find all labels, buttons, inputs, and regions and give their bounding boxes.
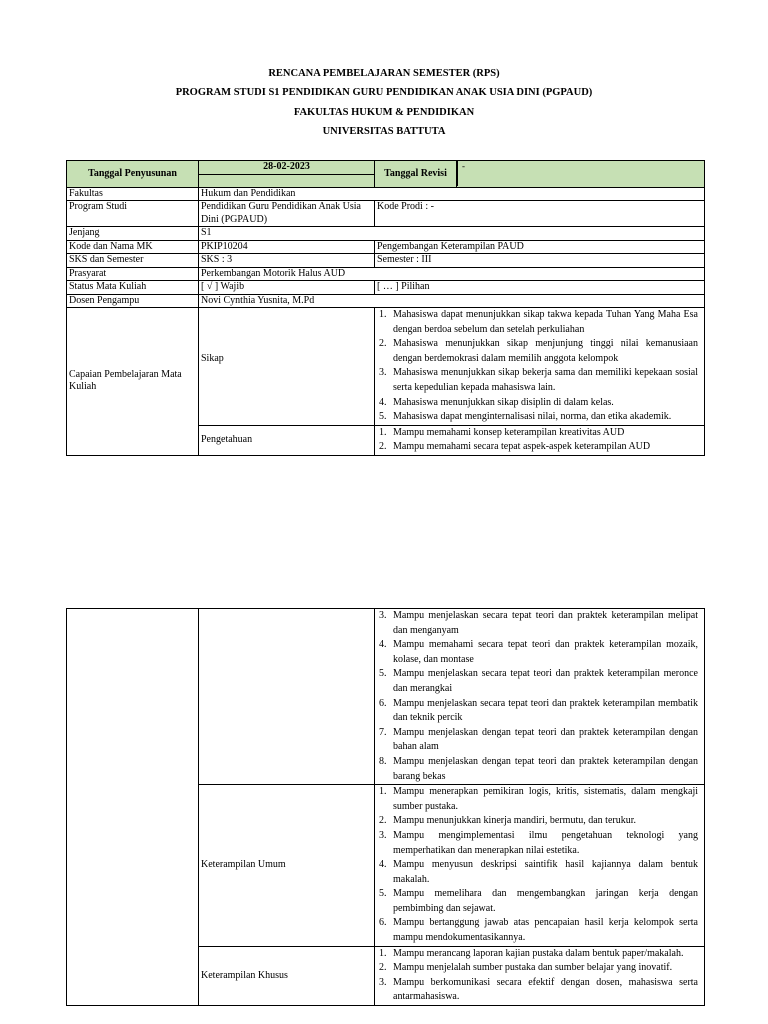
list-item-number: 4. bbox=[379, 639, 387, 651]
list-item-text: Mampu menyusun deskripsi saintifik hasil kajiannya dalam bentuk makalah. bbox=[393, 859, 698, 885]
header-title: RENCANA PEMBELAJARAN SEMESTER (RPS) bbox=[268, 68, 500, 79]
list-item bbox=[379, 755, 698, 784]
keterampilan-khusus-label: Keterampilan Khusus bbox=[199, 946, 375, 1005]
sikap-label: Sikap bbox=[199, 308, 375, 426]
table-row bbox=[67, 201, 705, 227]
list-item-text: Mampu menjelaskan dengan tepat teori dan praktek keterampilan dengan bahan alam bbox=[393, 726, 698, 753]
list-item bbox=[379, 785, 698, 814]
list-item-text: Mampu menerapkan pemikiran logis, kritis, sistematis, dalam mengkaji sumber pustaka. bbox=[393, 786, 698, 812]
list-item bbox=[379, 396, 698, 411]
kode-prodi: Kode Prodi : - bbox=[375, 201, 705, 227]
table-row bbox=[67, 609, 705, 785]
pengetahuan-label: Pengetahuan bbox=[199, 425, 375, 455]
list-item-text: Mampu berkomunikasi secara efektif dengan dosen, mahasiswa serta antarmahasiswa. bbox=[393, 976, 698, 1003]
cpmk-label-text: Capaian Pembelajaran Mata Kuliah bbox=[69, 368, 182, 393]
pengetahuan-continued-label bbox=[199, 609, 375, 785]
list-item-number: 1. bbox=[379, 426, 387, 438]
nama-mk-value: Pengembangan Keterampilan PAUD bbox=[375, 240, 705, 254]
list-item-text: Mampu menjelaskan secara tepat teori dan praktek keterampilan membatik dan teknik percik bbox=[393, 697, 698, 724]
cpmk-continued-label bbox=[67, 609, 199, 1006]
list-item-number: 5. bbox=[379, 411, 387, 423]
pengetahuan-list-cell bbox=[375, 425, 705, 455]
keterampilan-umum-cell bbox=[375, 785, 705, 947]
list-item bbox=[379, 976, 698, 1005]
list-item-number: 6. bbox=[379, 917, 387, 929]
list-item-text: Mampu memahami secara tepat aspek-aspek keterampilan AUD bbox=[393, 441, 651, 453]
dosen-value: Novi Cynthia Yusnita, M.Pd bbox=[199, 294, 705, 308]
list-item-number: 3. bbox=[379, 976, 387, 988]
list-item-number: 1. bbox=[379, 309, 387, 320]
list-item-number: 6. bbox=[379, 697, 387, 709]
list-item-number: 5. bbox=[379, 668, 387, 680]
tanggal-revisi-value: - bbox=[457, 161, 465, 186]
list-item-text: Mampu menunjukkan kinerja mandiri, bermutu, dan terukur. bbox=[393, 815, 636, 827]
jenjang-value: S1 bbox=[199, 227, 705, 241]
list-item-text: Mampu memahami secara tepat teori dan praktek keterampilan mozaik, kolase, dan montase bbox=[393, 639, 698, 665]
keterampilan-umum-list bbox=[379, 785, 698, 946]
list-item bbox=[379, 887, 698, 916]
sikap-list bbox=[379, 308, 698, 425]
table-row bbox=[67, 187, 705, 201]
pengetahuan-continued-cell bbox=[375, 609, 705, 785]
list-item-number: 4. bbox=[379, 859, 387, 871]
prodi-label: Program Studi bbox=[67, 201, 199, 227]
header-program: PROGRAM STUDI S1 PENDIDIKAN GURU PENDIDIKAN ANAK USIA DINI (PGPAUD) bbox=[175, 87, 593, 99]
tanggal-penyusunan-value: 28-02-2023 bbox=[199, 161, 375, 175]
list-item bbox=[379, 814, 698, 829]
list-item-number: 3. bbox=[379, 829, 387, 841]
dosen-label: Dosen Pengampu bbox=[67, 294, 199, 308]
pengetahuan-list bbox=[379, 426, 698, 455]
sikap-list-cell bbox=[375, 308, 705, 426]
list-item bbox=[379, 410, 698, 425]
list-item-text: Mahasiswa menunjukkan sikap disiplin di dalam kelas. bbox=[393, 396, 614, 408]
pengetahuan-continued-list bbox=[379, 609, 698, 784]
semester-value: Semester : III bbox=[375, 254, 705, 268]
list-item-number: 2. bbox=[379, 338, 387, 350]
list-item-text: Mampu mengimplementasi ilmu pengetahuan teknologi yang memperhatikan dan menerapkan nilai estetika. bbox=[393, 829, 698, 856]
list-item-number: 5. bbox=[379, 888, 387, 900]
list-item-text: Mampu bertanggung jawab atas pencapaian hasil kerja kelompok serta mampu mendokumentasikannya. bbox=[393, 917, 698, 944]
list-item-number: 4. bbox=[379, 396, 387, 408]
list-item bbox=[379, 337, 698, 366]
header-university: UNIVERSITAS BATTUTA bbox=[322, 125, 446, 137]
status-label: Status Mata Kuliah bbox=[67, 281, 199, 295]
list-item bbox=[379, 829, 698, 858]
list-item-text: Mahasiswa menunjukkan sikap bekerja sama dan memiliki kepekaan sosial serta kepedulian kepada mahasiswa lain. bbox=[393, 367, 698, 393]
list-item-number: 2. bbox=[379, 441, 387, 453]
table-row bbox=[67, 294, 705, 308]
list-item-text: Mampu memelihara dan mengembangkan jaringan kerja dengan pembimbing dan sejawat. bbox=[393, 888, 698, 914]
list-item bbox=[379, 638, 698, 667]
tanggal-penyusunan-blank bbox=[199, 174, 375, 187]
list-item-text: Mampu merancang laporan kajian pustaka dalam bentuk paper/makalah. bbox=[393, 947, 684, 959]
list-item-number: 1. bbox=[379, 947, 387, 959]
list-item-number: 1. bbox=[379, 786, 387, 798]
list-item bbox=[379, 308, 698, 337]
table-row bbox=[67, 161, 705, 175]
document-header bbox=[0, 64, 768, 141]
list-item-text: Mahasiswa dapat menunjukkan sikap takwa kepada Tuhan Yang Maha Esa dengan berdoa sebelum dan setelah perkuliahan bbox=[393, 309, 698, 335]
list-item-number: 2. bbox=[379, 815, 387, 827]
list-item bbox=[379, 609, 698, 638]
list-item-number: 8. bbox=[379, 755, 387, 767]
list-item bbox=[379, 726, 698, 755]
keterampilan-khusus-list bbox=[379, 947, 698, 1005]
list-item-number: 7. bbox=[379, 726, 387, 738]
list-item-text: Mahasiswa menunjukkan sikap menjunjung tinggi nilai kemanusiaan dengan berdemokrasi dalam memilih anggota kelompok bbox=[393, 338, 698, 364]
list-item bbox=[379, 961, 698, 976]
sks-label: SKS dan Semester bbox=[67, 254, 199, 268]
list-item-text: Mampu menjelalah sumber pustaka dan sumber belajar yang inovatif. bbox=[393, 962, 673, 974]
table-row bbox=[67, 281, 705, 295]
list-item-text: Mampu menjelaskan secara tepat teori dan praktek keterampilan meronce dan merangkai bbox=[393, 668, 698, 694]
prasyarat-label: Prasyarat bbox=[67, 267, 199, 281]
kode-mk-value: PKIP10204 bbox=[199, 240, 375, 254]
list-item-number: 2. bbox=[379, 962, 387, 974]
tanggal-revisi-label: Tanggal Revisi bbox=[375, 161, 457, 188]
rps-info-table bbox=[66, 160, 705, 456]
table-row bbox=[67, 308, 705, 426]
table-row bbox=[67, 227, 705, 241]
list-item bbox=[379, 366, 698, 395]
list-item-number: 3. bbox=[379, 367, 387, 379]
header-faculty: FAKULTAS HUKUM & PENDIDIKAN bbox=[293, 106, 475, 118]
prodi-value: Pendidikan Guru Pendidikan Anak Usia Dini (PGPAUD) bbox=[199, 201, 375, 227]
list-item bbox=[379, 426, 698, 441]
list-item bbox=[379, 858, 698, 887]
table-row bbox=[67, 254, 705, 268]
sks-value: SKS : 3 bbox=[199, 254, 375, 268]
kode-mk-label: Kode dan Nama MK bbox=[67, 240, 199, 254]
keterampilan-khusus-cell bbox=[375, 946, 705, 1005]
status-pilihan: [ … ] Pilihan bbox=[375, 281, 705, 295]
fakultas-value: Hukum dan Pendidikan bbox=[199, 187, 705, 201]
status-wajib: [ √ ] Wajib bbox=[199, 281, 375, 295]
list-item-text: Mahasiswa dapat menginternalisasi nilai, norma, dan etika akademik. bbox=[393, 411, 672, 423]
list-item bbox=[379, 697, 698, 726]
list-item bbox=[379, 667, 698, 696]
list-item bbox=[379, 916, 698, 945]
list-item-text: Mampu memahami konsep keterampilan kreativitas AUD bbox=[393, 426, 625, 438]
prasyarat-value: Perkembangan Motorik Halus AUD bbox=[199, 267, 705, 281]
jenjang-label: Jenjang bbox=[67, 227, 199, 241]
fakultas-label: Fakultas bbox=[67, 187, 199, 201]
rps-cpmk-continued-table bbox=[66, 608, 705, 1006]
keterampilan-umum-label: Keterampilan Umum bbox=[199, 785, 375, 947]
table-row bbox=[67, 240, 705, 254]
list-item-text: Mampu menjelaskan secara tepat teori dan praktek keterampilan melipat dan menganyam bbox=[393, 610, 698, 636]
tanggal-penyusunan-label: Tanggal Penyusunan bbox=[67, 161, 199, 188]
list-item-text: Mampu menjelaskan dengan tepat teori dan praktek keterampilan dengan barang bekas bbox=[393, 755, 698, 782]
cpmk-label bbox=[67, 308, 199, 456]
list-item bbox=[379, 440, 698, 455]
list-item-number: 3. bbox=[379, 610, 387, 621]
list-item bbox=[379, 947, 698, 962]
table-row bbox=[67, 267, 705, 281]
